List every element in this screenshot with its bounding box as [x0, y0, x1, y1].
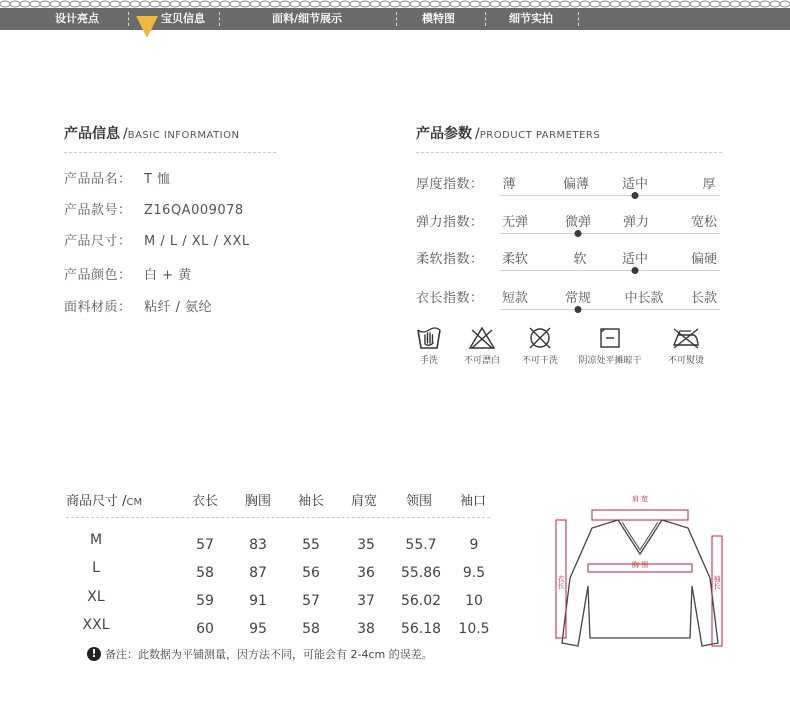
param-option: 柔软	[501, 252, 529, 267]
size-label: L	[92, 560, 100, 576]
size-cell: 36	[357, 565, 375, 581]
shirt-collar	[622, 522, 658, 550]
info-row-material	[64, 296, 212, 315]
info-section-title	[64, 123, 239, 143]
active-nav-arrow-icon	[136, 16, 158, 38]
param-row-softness	[416, 248, 721, 278]
no-dry-clean-icon	[527, 326, 553, 350]
nav-divider	[485, 12, 486, 26]
param-label: 柔软指数：	[416, 252, 484, 267]
title-slash: /	[123, 126, 128, 142]
size-cell: 95	[249, 621, 267, 637]
param-option: 偏薄	[562, 177, 590, 192]
sleeve-label: 袖长	[713, 575, 721, 589]
warning-icon: !	[87, 647, 101, 661]
param-scale-line	[500, 309, 720, 310]
params-divider	[416, 152, 722, 153]
top-nav	[0, 0, 790, 30]
params-section-title	[416, 123, 600, 143]
size-col-header: 袖长	[297, 494, 325, 509]
param-option: 无弹	[501, 215, 529, 230]
sleeve-guide	[712, 536, 722, 646]
info-label: 产品品名：	[64, 172, 132, 187]
info-value: T 恤	[144, 172, 171, 187]
size-cell: 58	[302, 621, 320, 637]
size-cell: 55	[302, 537, 320, 553]
size-cell: 10	[465, 593, 483, 609]
size-cell: 9.5	[462, 565, 486, 581]
info-value: 白 + 黄	[144, 268, 192, 283]
care-no-dry-clean	[505, 326, 575, 366]
size-cell: 35	[357, 537, 375, 553]
size-cell: 83	[249, 537, 267, 553]
param-scale-line	[500, 195, 720, 196]
size-cell: 59	[196, 593, 214, 609]
shoulder-guide	[592, 510, 688, 520]
shirt-outline	[562, 520, 718, 646]
param-row-thickness	[416, 173, 721, 203]
info-label: 产品款号：	[64, 203, 132, 218]
nav-divider	[578, 12, 579, 26]
param-selected-dot	[575, 230, 582, 237]
param-option: 厚	[702, 177, 716, 192]
size-cell: 58	[196, 565, 214, 581]
param-option: 中长款	[624, 291, 664, 306]
size-cell: 55.7	[405, 537, 437, 553]
size-cell: 37	[357, 593, 375, 609]
info-value: Z16QA009078	[144, 203, 244, 218]
size-cell: 10.5	[458, 621, 490, 637]
no-bleach-icon	[468, 326, 496, 350]
size-col-header: 领围	[405, 494, 433, 509]
info-row-name	[64, 168, 171, 187]
size-cell: 56	[302, 565, 320, 581]
garment-measure-diagram	[540, 478, 740, 668]
info-row-sku	[64, 199, 244, 218]
size-col-header: 肩宽	[350, 494, 378, 509]
info-label: 面料材质：	[64, 300, 132, 315]
size-cell: 57	[196, 537, 214, 553]
size-cell: 38	[357, 621, 375, 637]
care-label: 不可漂白	[463, 356, 500, 366]
param-selected-dot	[632, 192, 639, 199]
param-option: 软	[573, 252, 587, 267]
param-option: 长款	[690, 291, 718, 306]
hand-wash-icon	[416, 326, 442, 350]
param-label: 厚度指数：	[416, 177, 484, 192]
nav-divider	[128, 12, 129, 26]
param-selected-dot	[632, 267, 639, 274]
nav-item-model[interactable]: 模特图	[422, 12, 455, 25]
shade-dry-flat-icon	[598, 326, 622, 350]
param-label: 衣长指数：	[416, 291, 484, 306]
info-divider	[64, 152, 276, 153]
info-title-en: BASIC INFORMATION	[127, 130, 240, 141]
param-row-length	[416, 287, 721, 317]
care-label: 手洗	[419, 356, 438, 366]
param-option: 薄	[502, 177, 516, 192]
param-option: 适中	[621, 252, 649, 267]
param-row-elasticity	[416, 211, 721, 241]
nav-divider	[396, 12, 397, 26]
nav-item-design[interactable]: 设计亮点	[55, 12, 99, 25]
info-label: 产品颜色：	[64, 268, 132, 283]
info-row-color	[64, 264, 192, 283]
info-value: M / L / XL / XXL	[144, 234, 250, 249]
param-label: 弹力指数：	[416, 215, 484, 230]
size-cell: 56.18	[400, 621, 442, 637]
size-table-unit: CM	[126, 497, 143, 508]
info-value: 粘纤 / 氨纶	[144, 300, 213, 315]
size-cell: 55.86	[400, 565, 442, 581]
param-scale-line	[500, 233, 720, 234]
nav-item-detail-photos[interactable]: 细节实拍	[509, 12, 553, 25]
size-col-header: 胸围	[244, 494, 272, 509]
nav-bar	[0, 8, 790, 30]
shoulder-label: 肩 宽	[631, 495, 649, 503]
care-shade-dry-flat	[575, 326, 645, 366]
size-table-heading	[66, 490, 142, 509]
care-no-iron	[651, 326, 721, 366]
param-option: 短款	[501, 291, 529, 306]
size-label: XXL	[82, 617, 110, 633]
care-label: 不可干洗	[521, 356, 558, 366]
size-col-header: 衣长	[191, 494, 219, 509]
param-option: 弹力	[622, 215, 650, 230]
size-cell: 60	[196, 621, 214, 637]
no-iron-icon	[671, 326, 701, 350]
size-label: XL	[87, 589, 105, 605]
params-title-en: PRODUCT PARMETERS	[479, 130, 601, 141]
nav-item-fabric[interactable]: 面料/细节展示	[272, 12, 343, 25]
nav-decoration-pattern	[0, 0, 790, 8]
nav-divider	[219, 12, 220, 26]
param-scale-line	[500, 270, 720, 271]
size-cell: 56.02	[400, 593, 442, 609]
param-option: 适中	[621, 177, 649, 192]
size-col-header: 袖口	[459, 494, 487, 509]
param-option: 偏硬	[690, 252, 718, 267]
size-label: M	[89, 532, 103, 548]
params-title-zh: 产品参数	[416, 126, 472, 142]
size-table-divider	[66, 517, 490, 518]
length-label: 衣长	[557, 575, 565, 589]
info-row-size	[64, 230, 250, 249]
param-option: 宽松	[690, 215, 718, 230]
size-cell: 91	[249, 593, 267, 609]
size-cell: 57	[302, 593, 320, 609]
size-note: 备注：此数据为平铺测量，因方法不同，可能会有 2-4cm 的误差。	[105, 648, 433, 661]
info-title-zh: 产品信息	[64, 126, 120, 142]
param-option: 微弹	[564, 215, 592, 230]
care-label: 不可熨烫	[667, 356, 704, 366]
param-selected-dot	[575, 306, 582, 313]
care-label: 阴凉处平摊晾干	[578, 356, 642, 366]
info-label: 产品尺寸：	[64, 234, 132, 249]
param-option: 常规	[564, 291, 592, 306]
size-cell: 9	[469, 537, 479, 553]
chest-label: 胸 围	[631, 561, 649, 569]
size-table-title: 商品尺寸 /	[66, 494, 127, 509]
size-cell: 87	[249, 565, 267, 581]
nav-item-product-info[interactable]: 宝贝信息	[161, 12, 205, 25]
title-slash: /	[475, 126, 480, 142]
